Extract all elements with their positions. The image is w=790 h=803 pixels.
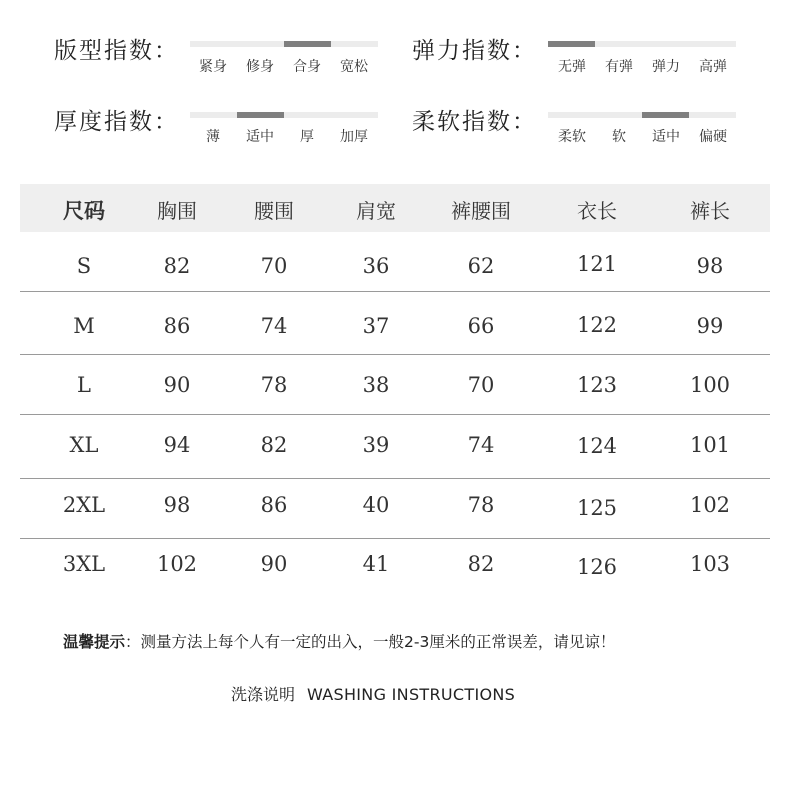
washing-heading-zh: 洗涤说明 bbox=[231, 685, 296, 704]
elasticity-index-label: 无弹 bbox=[558, 59, 586, 75]
elasticity-index-label: 有弹 bbox=[605, 59, 633, 75]
header-pants-waist: 裤腰围 bbox=[451, 199, 511, 223]
cell-shoulder: 38 bbox=[362, 373, 390, 397]
softness-index-selected-mark bbox=[642, 112, 689, 118]
cell-pants-waist: 70 bbox=[467, 373, 495, 397]
cell-size: M bbox=[73, 314, 95, 338]
cell-top-length: 123 bbox=[576, 373, 618, 397]
cell-pants-waist: 78 bbox=[467, 493, 495, 517]
cell-pants-waist: 62 bbox=[467, 254, 495, 278]
thickness-index-title: 厚度指数： bbox=[54, 109, 179, 135]
softness-index-label: 柔软 bbox=[558, 129, 586, 145]
header-size: 尺码 bbox=[63, 198, 105, 223]
cell-shoulder: 37 bbox=[362, 314, 390, 338]
fit-index-label: 紧身 bbox=[199, 59, 227, 75]
header-shoulder: 肩宽 bbox=[356, 199, 396, 223]
header-top-length: 衣长 bbox=[577, 199, 617, 223]
thickness-index-label: 薄 bbox=[206, 129, 220, 145]
thickness-index-label: 适中 bbox=[246, 129, 274, 145]
cell-pants-length: 100 bbox=[689, 373, 731, 397]
elasticity-index-track bbox=[548, 41, 736, 47]
cell-top-length: 122 bbox=[576, 313, 618, 337]
thickness-index-selected-mark bbox=[237, 112, 284, 118]
cell-waist: 70 bbox=[260, 254, 288, 278]
softness-index-label: 软 bbox=[612, 129, 626, 145]
cell-waist: 82 bbox=[260, 433, 288, 457]
table-row bbox=[20, 292, 770, 355]
cell-waist: 86 bbox=[260, 493, 288, 517]
elasticity-index-label: 弹力 bbox=[652, 59, 680, 75]
softness-index-label: 适中 bbox=[652, 129, 680, 145]
table-row-last bbox=[20, 539, 770, 601]
softness-index-title: 柔软指数： bbox=[412, 109, 537, 135]
tip-label: 温馨提示 bbox=[63, 633, 126, 651]
cell-waist: 78 bbox=[260, 373, 288, 397]
thickness-index-label: 加厚 bbox=[340, 129, 368, 145]
softness-index-label: 偏硬 bbox=[699, 129, 727, 145]
cell-waist: 90 bbox=[260, 552, 288, 576]
table-row bbox=[20, 415, 770, 479]
header-pants-length: 裤长 bbox=[690, 199, 730, 223]
cell-chest: 86 bbox=[163, 314, 191, 338]
cell-size: L bbox=[77, 373, 91, 397]
elasticity-index-selected-mark bbox=[548, 41, 595, 47]
measurement-tip bbox=[63, 630, 615, 652]
cell-top-length: 126 bbox=[576, 555, 618, 579]
cell-chest: 94 bbox=[163, 433, 191, 457]
cell-shoulder: 40 bbox=[362, 493, 390, 517]
cell-chest: 102 bbox=[156, 552, 198, 576]
cell-pants-length: 102 bbox=[689, 493, 731, 517]
softness-index-track bbox=[548, 112, 736, 118]
cell-pants-waist: 82 bbox=[467, 552, 495, 576]
fit-index-track bbox=[190, 41, 378, 47]
cell-chest: 98 bbox=[163, 493, 191, 517]
cell-waist: 74 bbox=[260, 314, 288, 338]
header-chest: 胸围 bbox=[157, 199, 197, 223]
cell-shoulder: 39 bbox=[362, 433, 390, 457]
size-table-header bbox=[20, 184, 770, 232]
cell-top-length: 125 bbox=[576, 496, 618, 520]
elasticity-index-label: 高弹 bbox=[699, 59, 727, 75]
cell-pants-waist: 66 bbox=[467, 314, 495, 338]
cell-size: XL bbox=[69, 433, 99, 457]
cell-top-length: 121 bbox=[576, 252, 618, 276]
cell-chest: 82 bbox=[163, 254, 191, 278]
cell-top-length: 124 bbox=[576, 434, 618, 458]
fit-index-label: 宽松 bbox=[340, 59, 368, 75]
cell-pants-length: 103 bbox=[689, 552, 731, 576]
washing-instructions-heading bbox=[231, 682, 515, 705]
header-waist: 腰围 bbox=[254, 199, 294, 223]
fit-index-title: 版型指数： bbox=[54, 38, 179, 64]
tip-text: ：测量方法上每个人有一定的出入，一般2-3厘米的正常误差，请见谅！ bbox=[125, 633, 616, 651]
cell-shoulder: 36 bbox=[362, 254, 390, 278]
fit-index-label: 合身 bbox=[293, 59, 321, 75]
cell-pants-length: 101 bbox=[689, 433, 731, 457]
elasticity-index-title: 弹力指数： bbox=[412, 38, 537, 64]
cell-chest: 90 bbox=[163, 373, 191, 397]
size-table bbox=[20, 184, 770, 579]
cell-size: 3XL bbox=[62, 552, 106, 576]
cell-size: 2XL bbox=[62, 493, 106, 517]
thickness-index-label: 厚 bbox=[300, 129, 314, 145]
fit-index-label: 修身 bbox=[246, 59, 274, 75]
cell-pants-length: 98 bbox=[696, 254, 724, 278]
cell-pants-waist: 74 bbox=[467, 433, 495, 457]
cell-size: S bbox=[76, 254, 92, 278]
fit-index-selected-mark bbox=[284, 41, 331, 47]
table-row bbox=[20, 355, 770, 415]
table-row bbox=[20, 232, 770, 292]
thickness-index-track bbox=[190, 112, 378, 118]
washing-heading-en: WASHING INSTRUCTIONS bbox=[307, 685, 516, 704]
cell-pants-length: 99 bbox=[696, 314, 724, 338]
cell-shoulder: 41 bbox=[362, 552, 390, 576]
table-row bbox=[20, 479, 770, 539]
